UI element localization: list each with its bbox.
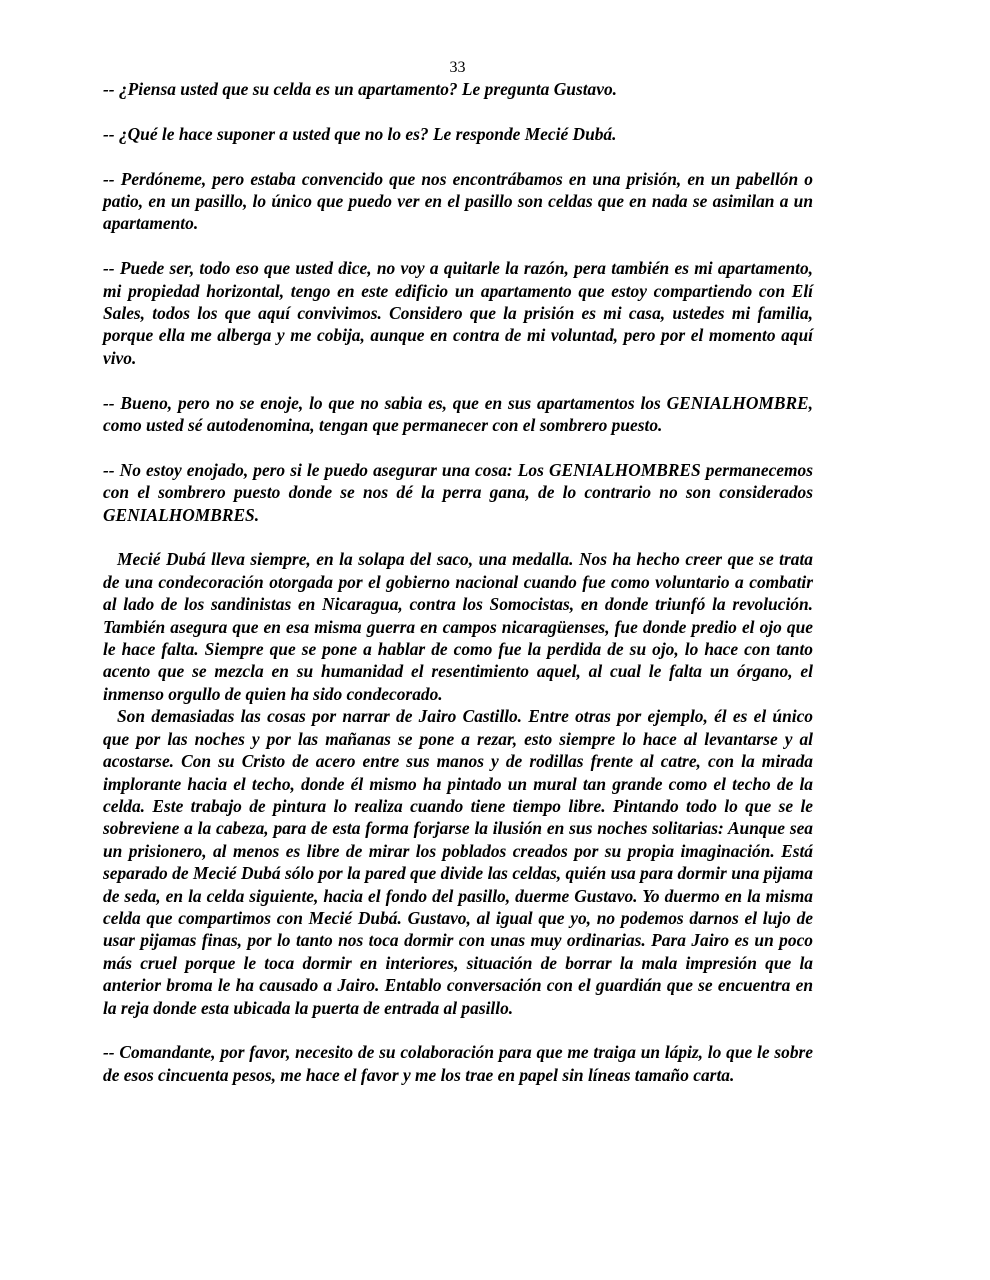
dialogue-paragraph: -- No estoy enojado, pero si le puedo asegurar una cosa: Los GENIALHOMBRES permanecemos con el sombrero puesto donde se nos dé la perra gana, de lo contrario no son considerados GENIALHOMBRES.: [103, 459, 813, 525]
page-number: 33: [449, 59, 466, 76]
dialogue-paragraph: -- Puede ser, todo eso que usted dice, no voy a quitarle la razón, pera también es mi apartamento, mi propiedad horizontal, tengo en este edificio un apartamento que estoy compartiendo con Elí Sales, todos los que aquí convivimos. Considero que la prisión es mi casa, ustedes mi familia, porque ella me alberga y me cobija, aunque en contra de mi voluntad, pero por el momento aquí vivo.: [103, 258, 813, 368]
paragraph-spacer: [103, 1019, 813, 1041]
paragraph-spacer: [103, 100, 813, 122]
dialogue-paragraph: -- ¿Qué le hace suponer a usted que no lo es? Le responde Mecié Dubá.: [103, 123, 617, 144]
narrative-paragraph: Mecié Dubá lleva siempre, en la solapa del saco, una medalla. Nos ha hecho creer que se trata de una condecoración otorgada por el gobierno nacional cuando fue como voluntario a combatir al lado de los sandinistas en Nicaragua, contra los Somocistas, en donde triunfó la revolución. También asegura que en esa misma guerra en campos nicaragüenses, fue donde predio el ojo que le hace falta. Siempre que se pone a hablar de como fue la perdida de su ojo, lo hace con tanto acento que se mezcla en su humanidad el resentimiento aquel, al cual le falta un órgano, el inmenso orgullo de quien ha sido condecorado.: [103, 549, 813, 704]
dialogue-paragraph: -- Perdóneme, pero estaba convencido que nos encontrábamos en una prisión, en un pabellón o patio, en un pasillo, lo único que puedo ver en el pasillo son celdas que en nada se asimilan a un apartamento.: [103, 168, 813, 234]
paragraph-spacer: [103, 436, 813, 458]
dialogue-paragraph: -- Comandante, por favor, necesito de su colaboración para que me traiga un lápiz, lo que le sobre de esos cincuenta pesos, me hace el favor y me los trae en papel sin líneas tamaño carta.: [103, 1042, 813, 1085]
dialogue-paragraph: -- Bueno, pero no se enoje, lo que no sabia es, que en sus apartamentos los GENIALHOMBRE, como usted sé autodenomina, tengan que permanecer con el sombrero puesto.: [103, 392, 813, 436]
paragraph-spacer: [103, 235, 813, 257]
paragraph-spacer: [103, 145, 813, 167]
paragraph-spacer: [103, 369, 813, 391]
narrative-paragraph: Son demasiadas las cosas por narrar de Jairo Castillo. Entre otras por ejemplo, él es el único que por las noches y por las mañanas se pone a rezar, esto siempre lo hace al levantarse y al acostarse. Con su Cristo de acero entre sus manos y de rodillas frente al catre, con la mirada implorante hacia el techo, donde él mismo ha pintado un mural tan grande como el techo de la celda. Este trabajo de pintura lo realiza cuando tiene tiempo libre. Pintando todo lo que se le sobreviene a la cabeza, para de esta forma forjarse la ilusión en sus noches solitarias: Aunque sea un prisionero, al menos es libre de mirar los poblados creados por su propia imaginación. Está separado de Mecié Dubá sólo por la pared que divide las celdas, quién usa para dormir una pijama de seda, en la celda siguiente, hacia el fondo del pasillo, duerme Gustavo. Yo duermo en la misma celda que compartimos con Mecié Dubá. Gustavo, al igual que yo, no podemos darnos el lujo de usar pijamas finas, por lo tanto nos toca dormir con unas muy ordinarias. Para Jairo es un poco más cruel porque le toca dormir en interiores, situación de borrar la mala impresión que la anterior broma le ha causado a Jairo. Entablo conversación con el guardián que se encuentra en la reja donde esta ubicada la puerta de entrada al pasillo.: [103, 706, 813, 1018]
dialogue-paragraph: -- ¿Piensa usted que su celda es un apartamento? Le pregunta Gustavo.: [103, 79, 618, 99]
document-body: [103, 78, 813, 1086]
paragraph-spacer: [103, 526, 813, 548]
